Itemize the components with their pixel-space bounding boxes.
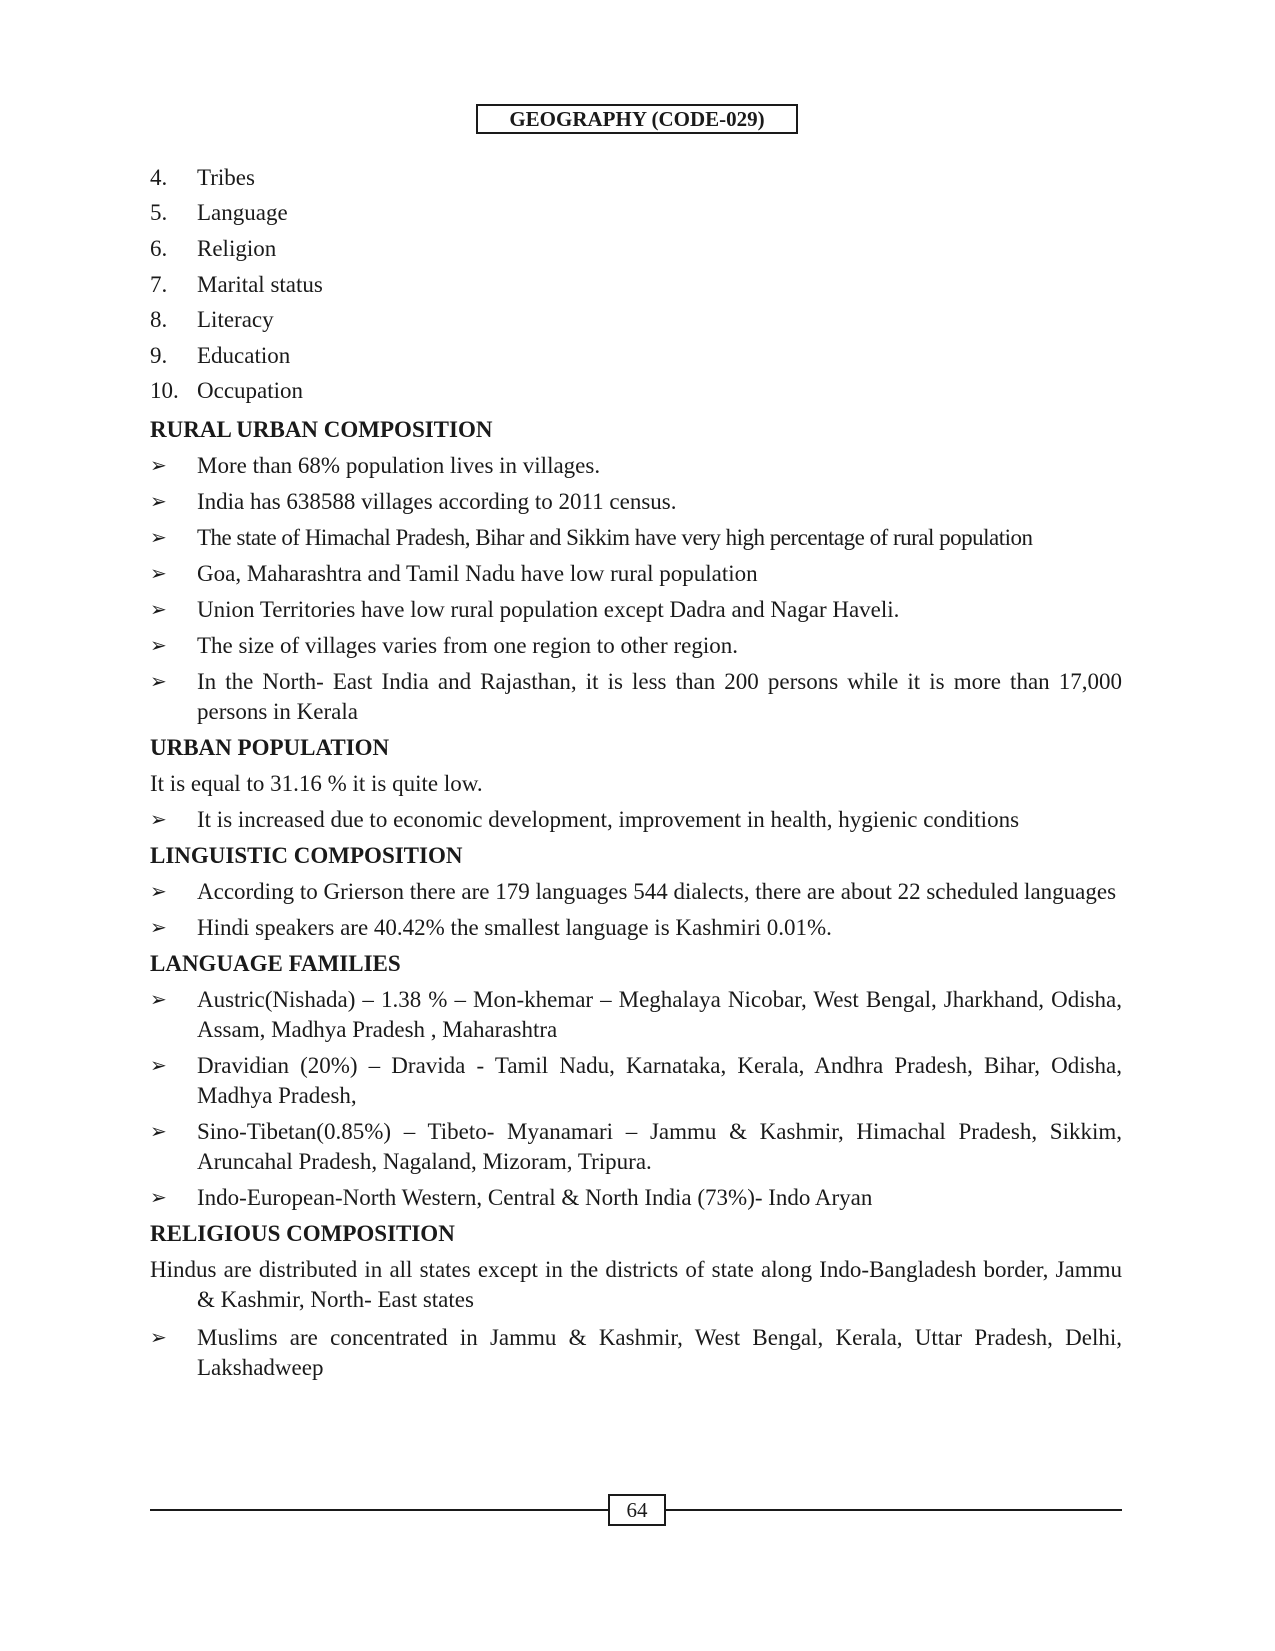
list-item-number: 4. <box>150 164 168 190</box>
bullet-item <box>150 1323 1122 1383</box>
bullet-text: In the North- East India and Rajasthan, it is less than 200 persons while it is more than 17,000 persons in Kerala <box>197 669 1122 725</box>
list-item <box>150 231 1122 267</box>
arrow-bullet-icon: ➢ <box>150 527 167 550</box>
bullet-text: Indo-European-North Western, Central & North India (73%)- Indo Aryan <box>197 1185 873 1211</box>
paragraph: It is equal to 31.16 % it is quite low. <box>150 771 483 797</box>
list-item-number: 6. <box>150 235 168 261</box>
list-item-text: Education <box>197 342 291 368</box>
list-item-number: 7. <box>150 271 168 297</box>
arrow-bullet-icon: ➢ <box>150 635 167 658</box>
bullet-text: Austric(Nishada) – 1.38 % – Mon-khemar – Meghalaya Nicobar, West Bengal, Jharkhand, Odisha, Assam, Madhya Pradesh , Maharashtra <box>197 987 1122 1043</box>
arrow-bullet-icon: ➢ <box>150 1187 167 1210</box>
list-item <box>150 302 1122 338</box>
arrow-bullet-icon: ➢ <box>150 1327 167 1350</box>
list-item-text: Religion <box>197 235 277 261</box>
bullet-text: Union Territories have low rural population except Dadra and Nagar Haveli. <box>197 597 900 623</box>
bullet-text: Dravidian (20%) – Dravida - Tamil Nadu, Karnataka, Kerala, Andhra Pradesh, Bihar, Odisha, Madhya Pradesh, <box>197 1053 1122 1109</box>
numbered-list <box>150 160 1122 409</box>
arrow-bullet-icon: ➢ <box>150 881 167 904</box>
bullet-item <box>150 985 1122 1045</box>
arrow-bullet-icon: ➢ <box>150 455 167 478</box>
bullet-item <box>150 559 1122 589</box>
arrow-bullet-icon: ➢ <box>150 1055 167 1078</box>
bullet-item <box>150 523 1122 553</box>
list-item-text: Marital status <box>197 271 323 297</box>
bullet-item <box>150 1051 1122 1111</box>
arrow-bullet-icon: ➢ <box>150 563 167 586</box>
bullet-text: Hindi speakers are 40.42% the smallest language is Kashmiri 0.01%. <box>197 915 832 941</box>
section-heading-linguistic: LINGUISTIC COMPOSITION <box>150 843 463 869</box>
arrow-bullet-icon: ➢ <box>150 989 167 1012</box>
section-heading-rural: RURAL URBAN COMPOSITION <box>150 417 493 443</box>
bullet-text: Sino-Tibetan(0.85%) – Tibeto- Myanamari – Jammu & Kashmir, Himachal Pradesh, Sikkim, Aruncahal Pradesh, Nagaland, Mizoram, Tripura. <box>197 1119 1122 1175</box>
bullet-text: More than 68% population lives in villages. <box>197 453 601 479</box>
list-item <box>150 160 1122 196</box>
arrow-bullet-icon: ➢ <box>150 809 167 832</box>
section-heading-urban: URBAN POPULATION <box>150 735 390 761</box>
list-item <box>150 338 1122 374</box>
paragraph: Hindus are distributed in all states except in the districts of state along Indo-Bangladesh border, Jammu & Kashmir, North- East states <box>150 1257 1122 1313</box>
list-item-number: 5. <box>150 200 168 226</box>
arrow-bullet-icon: ➢ <box>150 599 167 622</box>
bullet-item <box>150 595 1122 625</box>
bullet-item <box>150 1117 1122 1177</box>
page-number: 64 <box>608 1494 666 1526</box>
section-heading-families: LANGUAGE FAMILIES <box>150 951 401 977</box>
arrow-bullet-icon: ➢ <box>150 671 167 694</box>
list-item-text: Literacy <box>197 307 274 333</box>
page-header-title: GEOGRAPHY (CODE-029) <box>476 104 798 134</box>
bullet-text: Goa, Maharashtra and Tamil Nadu have low rural population <box>197 561 758 587</box>
bullet-item <box>150 1183 1122 1213</box>
list-item <box>150 374 1122 410</box>
list-item <box>150 267 1122 303</box>
list-item-text: Occupation <box>197 378 304 404</box>
bullet-item <box>150 913 1122 943</box>
bullet-text: The size of villages varies from one region to other region. <box>197 633 738 659</box>
list-item <box>150 196 1122 232</box>
list-item-number: 8. <box>150 307 168 333</box>
bullet-item <box>150 877 1122 907</box>
bullet-text: Muslims are concentrated in Jammu & Kashmir, West Bengal, Kerala, Uttar Pradesh, Delhi, Lakshadweep <box>197 1325 1122 1381</box>
list-item-number: 10. <box>150 378 179 404</box>
list-item-text: Language <box>197 200 288 226</box>
bullet-text: India has 638588 villages according to 2011 census. <box>197 489 677 515</box>
list-item-text: Tribes <box>197 164 255 190</box>
bullet-item <box>150 487 1122 517</box>
page-content <box>150 160 1122 1389</box>
bullet-item <box>150 451 1122 481</box>
list-item-number: 9. <box>150 342 168 368</box>
bullet-text: It is increased due to economic development, improvement in health, hygienic conditions <box>197 807 1020 833</box>
bullet-text: The state of Himachal Pradesh, Bihar and Sikkim have very high percentage of rural population <box>197 525 1033 551</box>
bullet-item <box>150 667 1122 727</box>
bullet-item <box>150 805 1122 835</box>
bullet-item <box>150 631 1122 661</box>
arrow-bullet-icon: ➢ <box>150 1121 167 1144</box>
arrow-bullet-icon: ➢ <box>150 917 167 940</box>
bullet-text: According to Grierson there are 179 languages 544 dialects, there are about 22 scheduled languages <box>197 879 1117 905</box>
arrow-bullet-icon: ➢ <box>150 491 167 514</box>
section-heading-religious: RELIGIOUS COMPOSITION <box>150 1221 455 1247</box>
